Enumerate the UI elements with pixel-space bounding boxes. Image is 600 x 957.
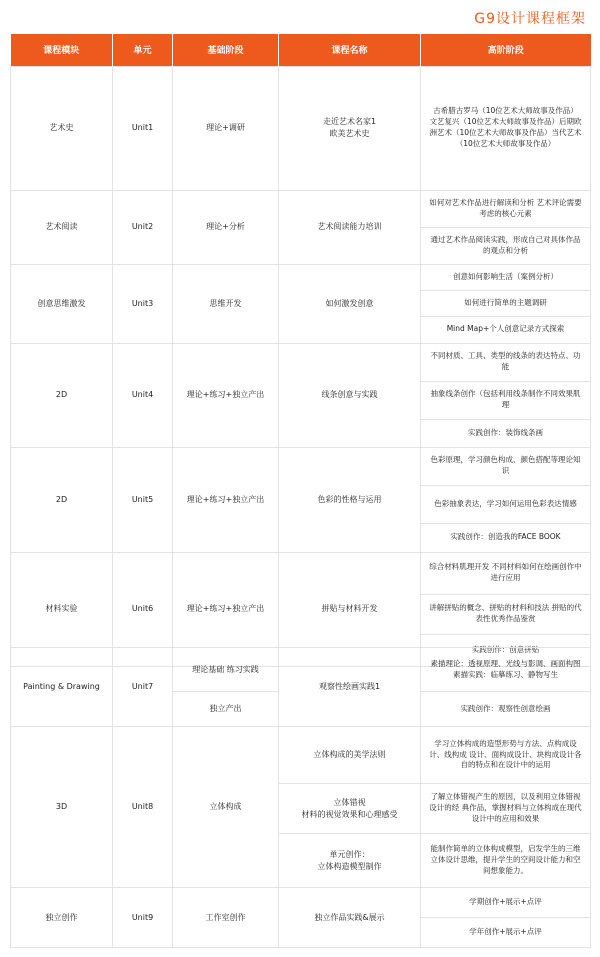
cell-basic: 思维开发 — [173, 264, 279, 343]
table-row — [11, 888, 591, 918]
cell-module: 2D — [11, 343, 113, 447]
cell-advanced: Mind Map+个人创意记录方式探索 — [421, 316, 591, 343]
table-header — [11, 34, 591, 66]
cell-advanced: 不同材质、工具、类型的线条的表达特点、功能 — [421, 343, 591, 381]
cell-course: 单元创作： 立体构造模型制作 — [279, 834, 421, 888]
page-title: G9设计课程框架 — [474, 11, 586, 27]
cell-advanced: 学习立体构成的造型形势与方法、点构成设计、线构成 设计、面构成设计、块构成设计各自的特点和在设计中的运用 — [421, 727, 591, 784]
cell-advanced: 色彩原理，学习颜色构成、颜色搭配等理论知识 — [421, 447, 591, 485]
cell-advanced: 了解立体错视产生的原因，以及利用立体错视设计的经 典作品，掌握材料与立体构成在现代设计中的应用和效果 — [421, 784, 591, 834]
cell-unit: Unit7 — [113, 648, 173, 727]
cell-advanced: 实践创作：创意拼贴 — [421, 634, 591, 666]
header-module: 课程模块 — [11, 34, 113, 66]
cell-course: 走近艺术名家1 欧美艺术史 — [279, 66, 421, 190]
cell-unit: Unit2 — [113, 190, 173, 264]
cell-course: 色彩的性格与运用 — [279, 447, 421, 552]
cell-course: 观察性绘画实践1 — [279, 648, 421, 727]
cell-unit: Unit8 — [113, 727, 173, 888]
course-table-part2 — [10, 647, 591, 948]
cell-basic: 理论+调研 — [173, 66, 279, 190]
cell-advanced: 能制作简单的立体构成模型，启发学生的三维立体设计思维，提升学生的空间设计能力和空间想象能力。 — [421, 834, 591, 888]
cell-course: 线条创意与实践 — [279, 343, 421, 447]
cell-unit: Unit5 — [113, 447, 173, 552]
cell-advanced: 实践创作：装饰线条画 — [421, 419, 591, 447]
cell-advanced: 如何进行简单的主题调研 — [421, 290, 591, 316]
cell-basic: 理论+分析 — [173, 190, 279, 264]
cell-unit: Unit3 — [113, 264, 173, 343]
table-row — [11, 447, 591, 485]
cell-course: 立体构成的美学法则 — [279, 727, 421, 784]
cell-module: 2D — [11, 447, 113, 552]
cell-module: 创意思维激发 — [11, 264, 113, 343]
cell-unit: Unit1 — [113, 66, 173, 190]
cell-advanced: 抽象线条创作（包括利用线条制作不同效果肌理 — [421, 381, 591, 419]
header-course: 课程名称 — [279, 34, 421, 66]
table-row — [11, 66, 591, 190]
cell-unit: Unit9 — [113, 888, 173, 948]
cell-unit: Unit6 — [113, 552, 173, 666]
cell-advanced: 学期创作+展示+点评 — [421, 888, 591, 918]
header-advanced: 高阶阶段 — [421, 34, 591, 66]
cell-advanced: 色彩抽象表达，学习如何运用色彩表达情感 — [421, 485, 591, 523]
cell-basic: 独立产出 — [173, 692, 279, 727]
cell-module: Painting & Drawing — [11, 648, 113, 727]
cell-advanced: 古希腊古罗马（10位艺术大师故事及作品） 文艺复兴（10位艺术大师故事及作品）后期欧洲艺术（10位艺术大师故事及作品）当代艺术（10位艺术大师故事及作品） — [421, 66, 591, 190]
table-row — [11, 343, 591, 381]
cell-advanced: 创意如何影响生活（案例分析） — [421, 264, 591, 290]
cell-course: 如何激发创意 — [279, 264, 421, 343]
cell-advanced: 综合材料肌理开发 不同材料如何在绘画创作中进行应用 — [421, 552, 591, 594]
course-table-part1 — [10, 34, 591, 667]
cell-course: 艺术阅读能力培训 — [279, 190, 421, 264]
cell-module: 3D — [11, 727, 113, 888]
table-row — [11, 190, 591, 227]
cell-course: 立体错视 材料的视觉效果和心理感受 — [279, 784, 421, 834]
cell-course: 独立作品实践&展示 — [279, 888, 421, 948]
cell-basic: 理论基础 练习实践 — [173, 648, 279, 692]
cell-basic: 立体构成 — [173, 727, 279, 888]
cell-basic: 理论+练习+独立产出 — [173, 552, 279, 666]
cell-module: 材料实验 — [11, 552, 113, 666]
header-basic: 基础阶段 — [173, 34, 279, 66]
table-row — [11, 648, 591, 692]
cell-advanced: 实践创作：创造我的FACE BOOK — [421, 523, 591, 552]
table-row — [11, 264, 591, 290]
cell-course: 拼贴与材料开发 — [279, 552, 421, 666]
cell-advanced: 实践创作：观察性创意绘画 — [421, 692, 591, 727]
cell-module: 独立创作 — [11, 888, 113, 948]
cell-basic: 理论+练习+独立产出 — [173, 343, 279, 447]
cell-advanced: 如何对艺术作品进行解读和分析 艺术评论需要考虑的核心元素 — [421, 190, 591, 227]
cell-basic: 理论+练习+独立产出 — [173, 447, 279, 552]
cell-unit: Unit4 — [113, 343, 173, 447]
cell-module: 艺术阅读 — [11, 190, 113, 264]
cell-basic: 工作室创作 — [173, 888, 279, 948]
cell-advanced: 学年创作+展示+点评 — [421, 918, 591, 948]
cell-advanced: 素描理论：透视原理、光线与影调、画面构图 素描实践：临摹练习、静物写生 — [421, 648, 591, 692]
cell-module: 艺术史 — [11, 66, 113, 190]
cell-advanced: 讲解拼贴的概念、拼贴的材料和技法 拼贴的代表性优秀作品鉴赏 — [421, 594, 591, 634]
table-row — [11, 727, 591, 784]
cell-advanced: 通过艺术作品阅读实践，形成自己对具体作品的观点和分析 — [421, 227, 591, 264]
header-unit: 单元 — [113, 34, 173, 66]
table-row — [11, 552, 591, 594]
